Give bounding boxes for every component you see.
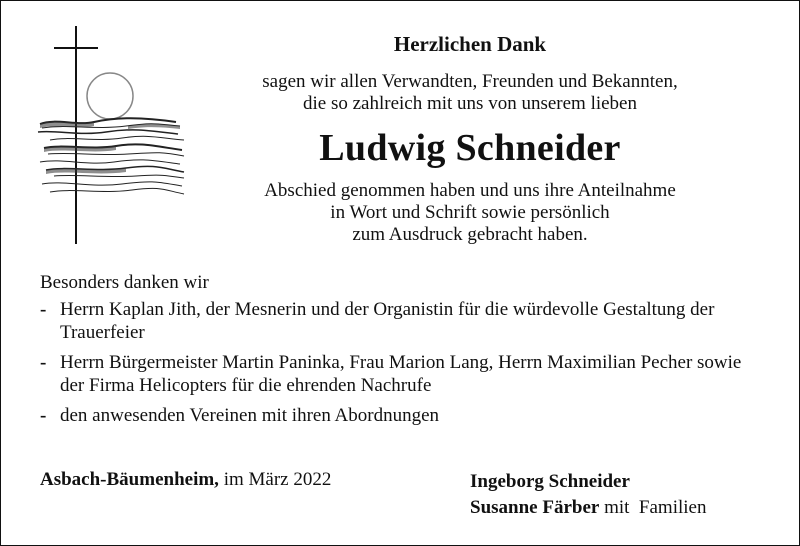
list-item bbox=[40, 298, 770, 344]
landscape-hills bbox=[38, 118, 184, 194]
moon bbox=[87, 73, 133, 119]
bullet-dash: - bbox=[40, 299, 47, 320]
list-item-text: Herrn Bürgermeister Martin Paninka, Frau Marion Lang, Herrn Maximilian Pecher sowie der Firma Helicopters für die ehrenden Nachrufe bbox=[60, 352, 742, 396]
closing-line: in Wort und Schrift sowie persönlich bbox=[330, 202, 610, 223]
intro-line: die so zahlreich mit uns von unserem lieben bbox=[303, 93, 637, 114]
bullet-dash: - bbox=[40, 352, 47, 373]
landscape-shading bbox=[40, 122, 180, 174]
list-item bbox=[40, 404, 770, 427]
place-and-date bbox=[40, 469, 331, 491]
signer-1 bbox=[470, 469, 706, 495]
list-item bbox=[40, 351, 770, 397]
intro-line: sagen wir allen Verwandten, Freunden und Bekannten, bbox=[262, 71, 678, 92]
date: im März 2022 bbox=[223, 469, 332, 490]
place: Asbach-Bäumenheim, bbox=[40, 469, 219, 490]
closing-line: zum Ausdruck gebracht haben. bbox=[352, 224, 588, 245]
cross-and-moon-landscape-illustration bbox=[36, 26, 186, 248]
thanks-lead: Besonders danken wir bbox=[40, 272, 209, 293]
deceased-name: Ludwig Schneider bbox=[319, 127, 621, 169]
intro-text bbox=[190, 71, 750, 115]
signer-2-name: Susanne Färber bbox=[470, 497, 600, 518]
signer-2 bbox=[470, 495, 706, 521]
thanks-list bbox=[40, 298, 770, 434]
signatories bbox=[470, 469, 706, 521]
list-item-text: Herrn Kaplan Jith, der Mesnerin und der Organistin für die würdevolle Gestaltung der Trauerfeier bbox=[60, 299, 715, 343]
bullet-dash: - bbox=[40, 405, 47, 426]
closing-text bbox=[190, 180, 750, 246]
signer-2-suffix: mit Familien bbox=[604, 497, 707, 518]
heading: Herzlichen Dank bbox=[393, 32, 547, 56]
list-item-text: den anwesenden Vereinen mit ihren Abordnungen bbox=[60, 405, 440, 426]
closing-line: Abschied genommen haben und uns ihre Anteilnahme bbox=[264, 180, 676, 201]
signer-1-name: Ingeborg Schneider bbox=[470, 471, 630, 492]
